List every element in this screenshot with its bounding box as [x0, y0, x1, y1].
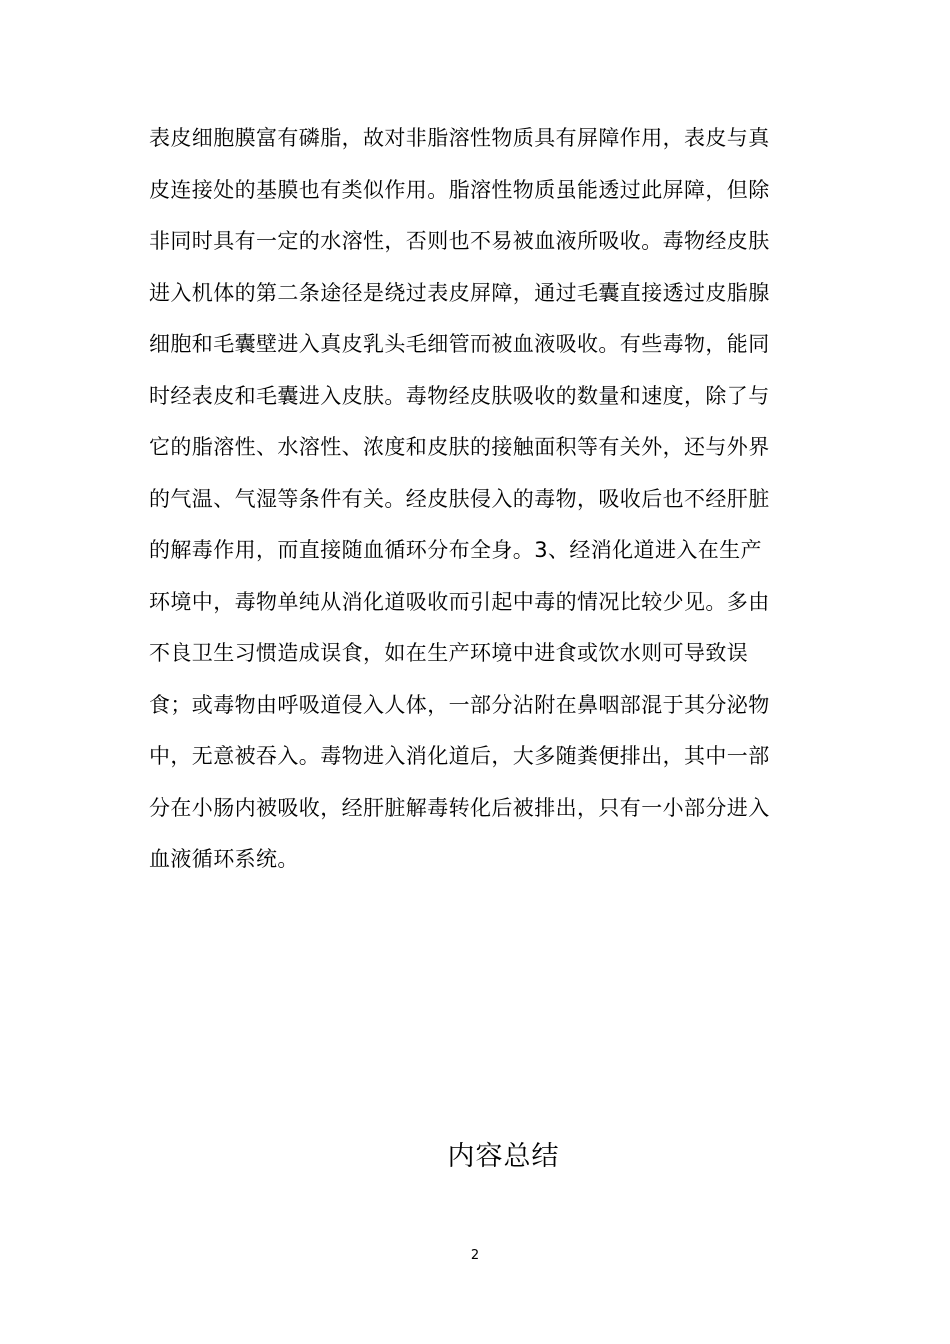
text-line-13: 中，无意被吞入。毒物进入消化道后，大多随粪便排出，其中一部 — [149, 744, 770, 768]
body-paragraph — [149, 115, 809, 888]
page-number: 2 — [470, 1248, 480, 1263]
text-line-7: 它的脂溶性、水溶性、浓度和皮肤的接触面积等有关外，还与外界 — [149, 435, 770, 459]
text-line-11: 不良卫生习惯造成误食，如在生产环境中进食或饮水则可导致误 — [149, 641, 749, 665]
text-line-1: 表皮细胞膜富有磷脂，故对非脂溶性物质具有屏障作用，表皮与真 — [149, 126, 770, 150]
text-line-2: 皮连接处的基膜也有类似作用。脂溶性物质虽能透过此屏障，但除 — [149, 177, 770, 202]
text-line-8: 的气温、气湿等条件有关。经皮肤侵入的毒物，吸收后也不经肝脏 — [149, 486, 770, 511]
text-line-6: 时经表皮和毛囊进入皮肤。毒物经皮肤吸收的数量和速度，除了与 — [149, 383, 770, 408]
text-line-3: 非同时具有一定的水溶性，否则也不易被血液所吸收。毒物经皮肤 — [149, 229, 770, 253]
text-line-14: 分在小肠内被吸收，经肝脏解毒转化后被排出，只有一小部分进入 — [149, 795, 770, 820]
text-line-5: 细胞和毛囊壁进入真皮乳头毛细管而被血液吸收。有些毒物，能同 — [149, 332, 770, 356]
text-line-4: 进入机体的第二条途径是绕过表皮屏障，通过毛囊直接透过皮脂腺 — [149, 280, 770, 305]
text-line-12: 食；或毒物由呼吸道侵入人体，一部分沾附在鼻咽部混于其分泌物 — [149, 692, 770, 717]
text-line-10: 环境中，毒物单纯从消化道吸收而引起中毒的情况比较少见。多由 — [149, 589, 770, 614]
summary-heading: 内容总结 — [447, 1141, 560, 1172]
text-line-9: 的解毒作用，而直接随血循环分布全身。3、经消化道进入在生产 — [149, 538, 762, 562]
text-line-15: 血液循环系统。 — [149, 847, 299, 871]
